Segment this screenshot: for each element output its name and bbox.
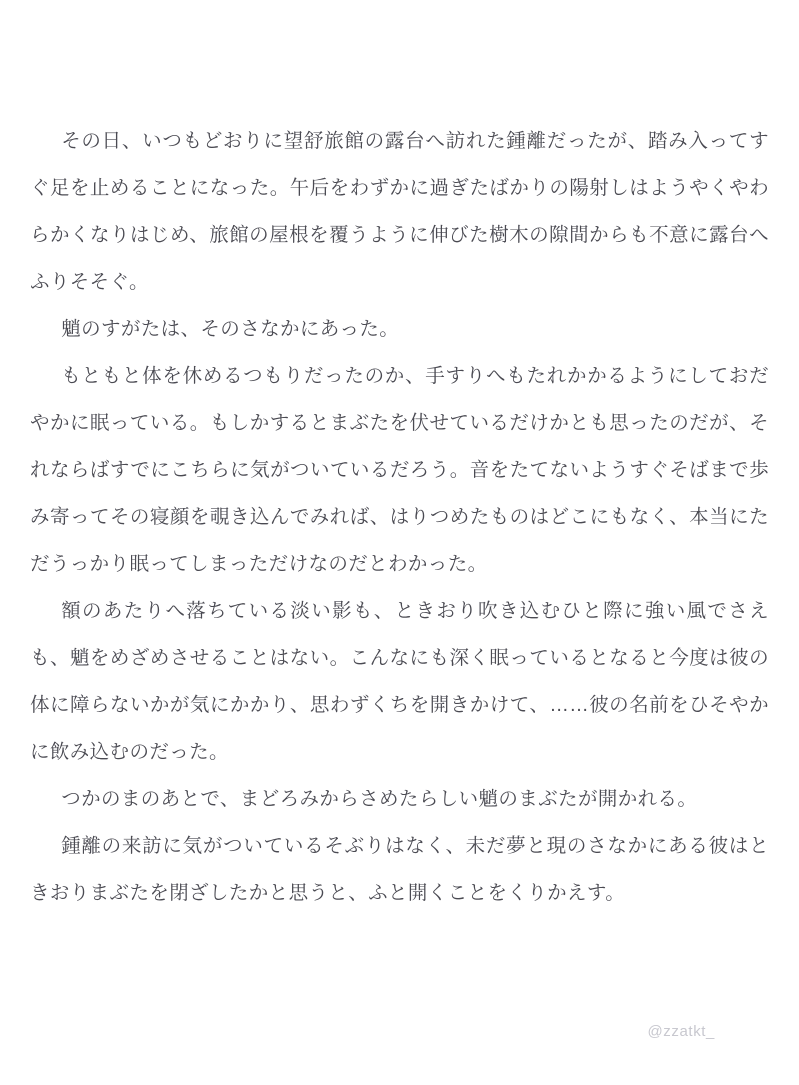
paragraph: 鍾離の来訪に気がついているそぶりはなく、未だ夢と現のさなかにある彼はときおりまぶたを閉ざしたかと思うと、ふと開くことをくりかえす。: [30, 835, 769, 904]
paragraph: つかのまのあとで、まどろみからさめたらしい魈のまぶたが開かれる。: [61, 788, 698, 810]
paragraph: 魈のすがたは、そのさなかにあった。: [61, 318, 400, 340]
paragraph: その日、いつもどおりに望舒旅館の露台へ訪れた鍾離だったが、踏み入ってすぐ足を止めることになった。午后をわずかに過ぎたばかりの陽射しはようやくやわらかくなりはじめ、旅館の屋根を覆うように伸びた樹木の隙間からも不意に露台へふりそそぐ。: [30, 130, 769, 293]
paragraph: もともと体を休めるつもりだったのか、手すりへもたれかかるようにしておだやかに眠っている。もしかするとまぶたを伏せているだけかとも思ったのだが、それならばすでにこちらに気がついているだろう。音をたてないようすぐそばまで歩み寄ってその寝顔を覗き込んでみれば、はりつめたものはどこにもなく、本当にただうっかり眠ってしまっただけなのだとわかった。: [30, 365, 769, 575]
paragraph: 額のあたりへ落ちている淡い影も、ときおり吹き込むひと際に強い風でさえも、魈をめざめさせることはない。こんなにも深く眠っているとなると今度は彼の体に障らないかが気にかかり、思わずくちを開きかけて、……彼の名前をひそやかに飲み込むのだった。: [30, 600, 769, 763]
watermark: @zzatkt_: [647, 1023, 715, 1040]
document-text-body: [30, 118, 769, 917]
